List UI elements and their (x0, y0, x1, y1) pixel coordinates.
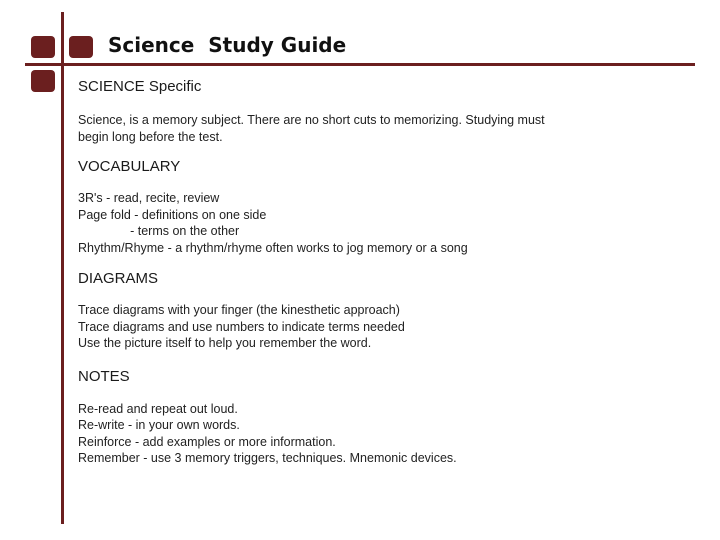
decorative-square-top-left (31, 36, 55, 58)
body-line: Re-write - in your own words. (78, 418, 240, 432)
body-line: Rhythm/Rhyme - a rhythm/rhyme often works to jog memory or a song (78, 240, 468, 255)
body-line: Science, is a memory subject. There are no short cuts to memorizing. Studying must (78, 113, 545, 127)
vertical-rule (61, 12, 64, 524)
section-heading-notes: NOTES (78, 367, 130, 385)
section-body-vocabulary (78, 190, 698, 256)
body-line: Trace diagrams and use numbers to indicate terms needed (78, 319, 405, 334)
body-line: begin long before the test. (78, 129, 223, 144)
decorative-square-top-right (69, 36, 93, 58)
body-line: Remember - use 3 memory triggers, techniques. Mnemonic devices. (78, 451, 457, 465)
section-body-science-specific (78, 112, 698, 145)
study-guide-content (78, 77, 698, 467)
section-body-notes (78, 401, 698, 467)
body-line: Use the picture itself to help you remember the word. (78, 336, 372, 350)
body-line: Re-read and repeat out loud. (78, 401, 238, 416)
section-heading-science-specific: SCIENCE Specific (78, 78, 202, 95)
horizontal-rule (25, 63, 695, 66)
decorative-square-bottom-left (31, 70, 55, 92)
section-heading-vocabulary: VOCABULARY (78, 158, 181, 175)
section-body-diagrams (78, 302, 698, 352)
section-heading-diagrams: DIAGRAMS (78, 270, 159, 287)
page-title: Science Study Guide (108, 33, 347, 57)
body-line: 3R's - read, recite, review (78, 191, 220, 205)
body-line: Trace diagrams with your finger (the kinesthetic approach) (78, 303, 400, 317)
body-line: - terms on the other (78, 224, 240, 238)
body-line: Reinforce - add examples or more information. (78, 434, 336, 449)
body-line: Page fold - definitions on one side (78, 207, 267, 222)
